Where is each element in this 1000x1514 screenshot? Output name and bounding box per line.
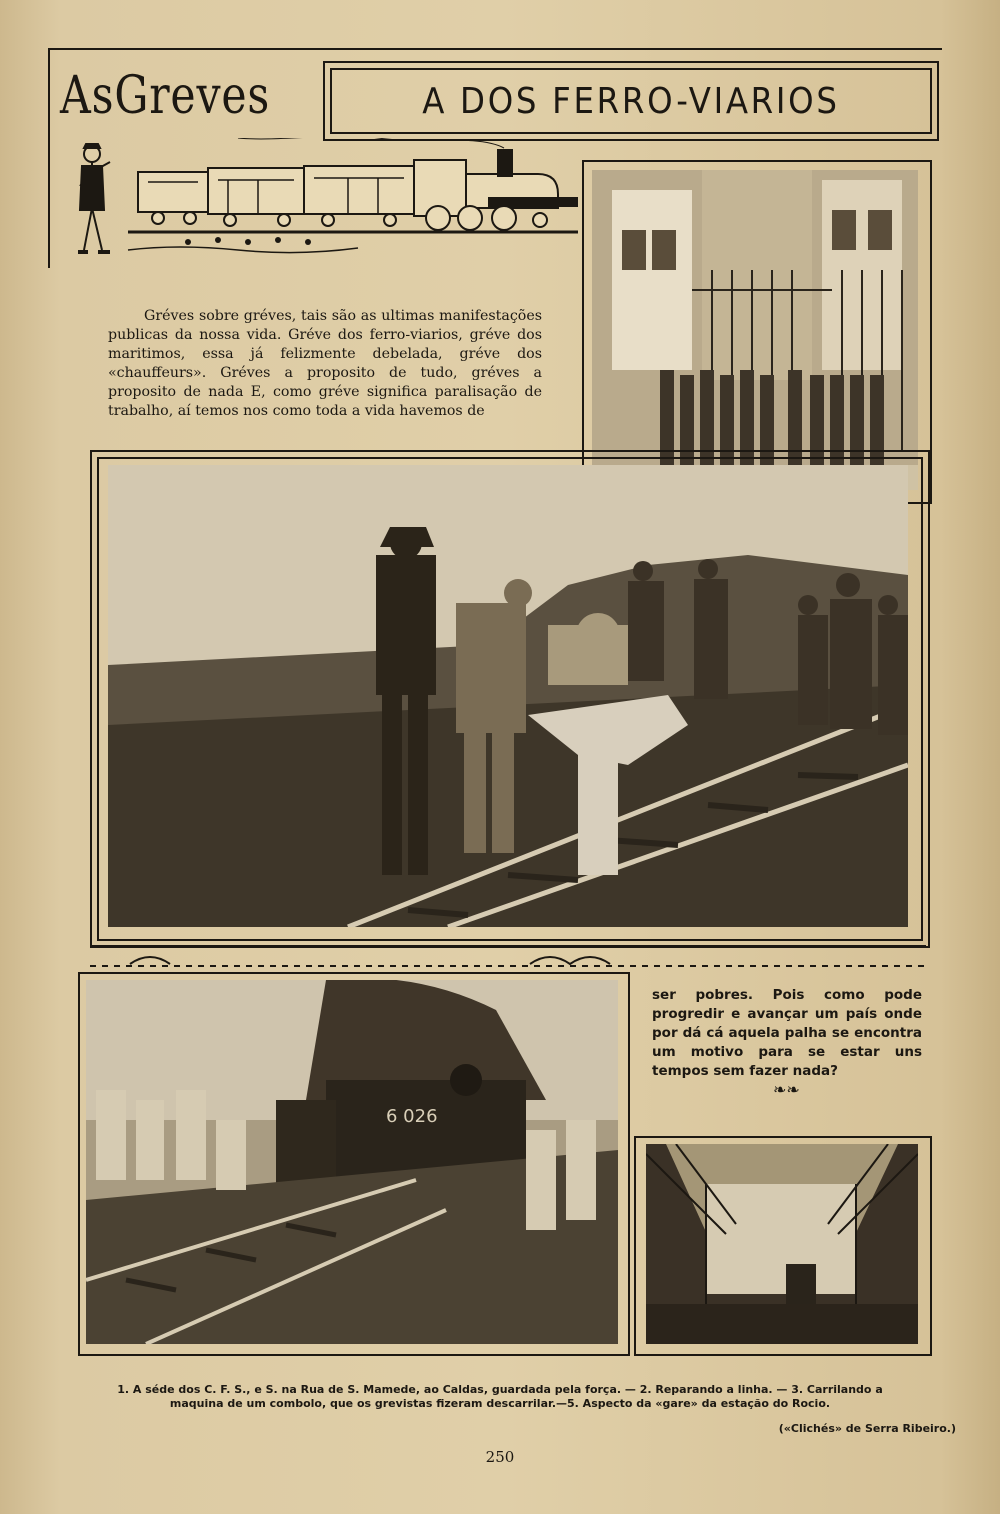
photo-locomotive-derailed: [86, 980, 618, 1344]
ornament-bar: [90, 944, 926, 970]
article-paragraph-2: ser pobres. Pois como pode progredir e avançar um país onde por dá cá aquela palha se encontra um motivo para se estar uns tempos sem fazer nada?: [652, 987, 922, 1079]
headline-right: A DOS FERRO-VIARIOS: [422, 80, 840, 122]
photo-repairing-line: [108, 465, 908, 927]
photo-sede-guarded: [592, 170, 918, 490]
photo-rocio-station: [646, 1144, 918, 1344]
caption-line-1: 1. A séde dos C. F. S., e S. na Rua de S. Mamede, ao Caldas, guardada pela força. — 2. Reparando a linha. — 3. Carrilando a: [117, 1383, 883, 1396]
worker-figure: [78, 144, 110, 252]
article-paragraph-1: Gréves sobre gréves, tais são as ultimas manifestações publicas da nossa vida. Gréve dos ferro-viarios, gréve dos maritimos, essa já felizmente debelada, gréve dos «chauffeurs». Gréves a proposito de tudo, gréves a proposito de nada E, como gréve significa paralisação de trabalho, aí temos nos como toda a vida havemos de: [108, 308, 542, 419]
photo-credit: («Clichés» de Serra Ribeiro.): [778, 1422, 956, 1435]
ornament-stars: ❧❧: [773, 1080, 800, 1099]
caption-line-2: maquina de um combolo, que os grevistas fizeram descarrilar.—5. Aspecto da «gare» da estação do Rocio.: [169, 1397, 831, 1410]
train-illustration: [58, 138, 578, 268]
page-number: 250: [485, 1448, 515, 1466]
headline-left: AsGreves: [60, 66, 271, 126]
svg-text:6 026: 6 026: [386, 1106, 438, 1127]
